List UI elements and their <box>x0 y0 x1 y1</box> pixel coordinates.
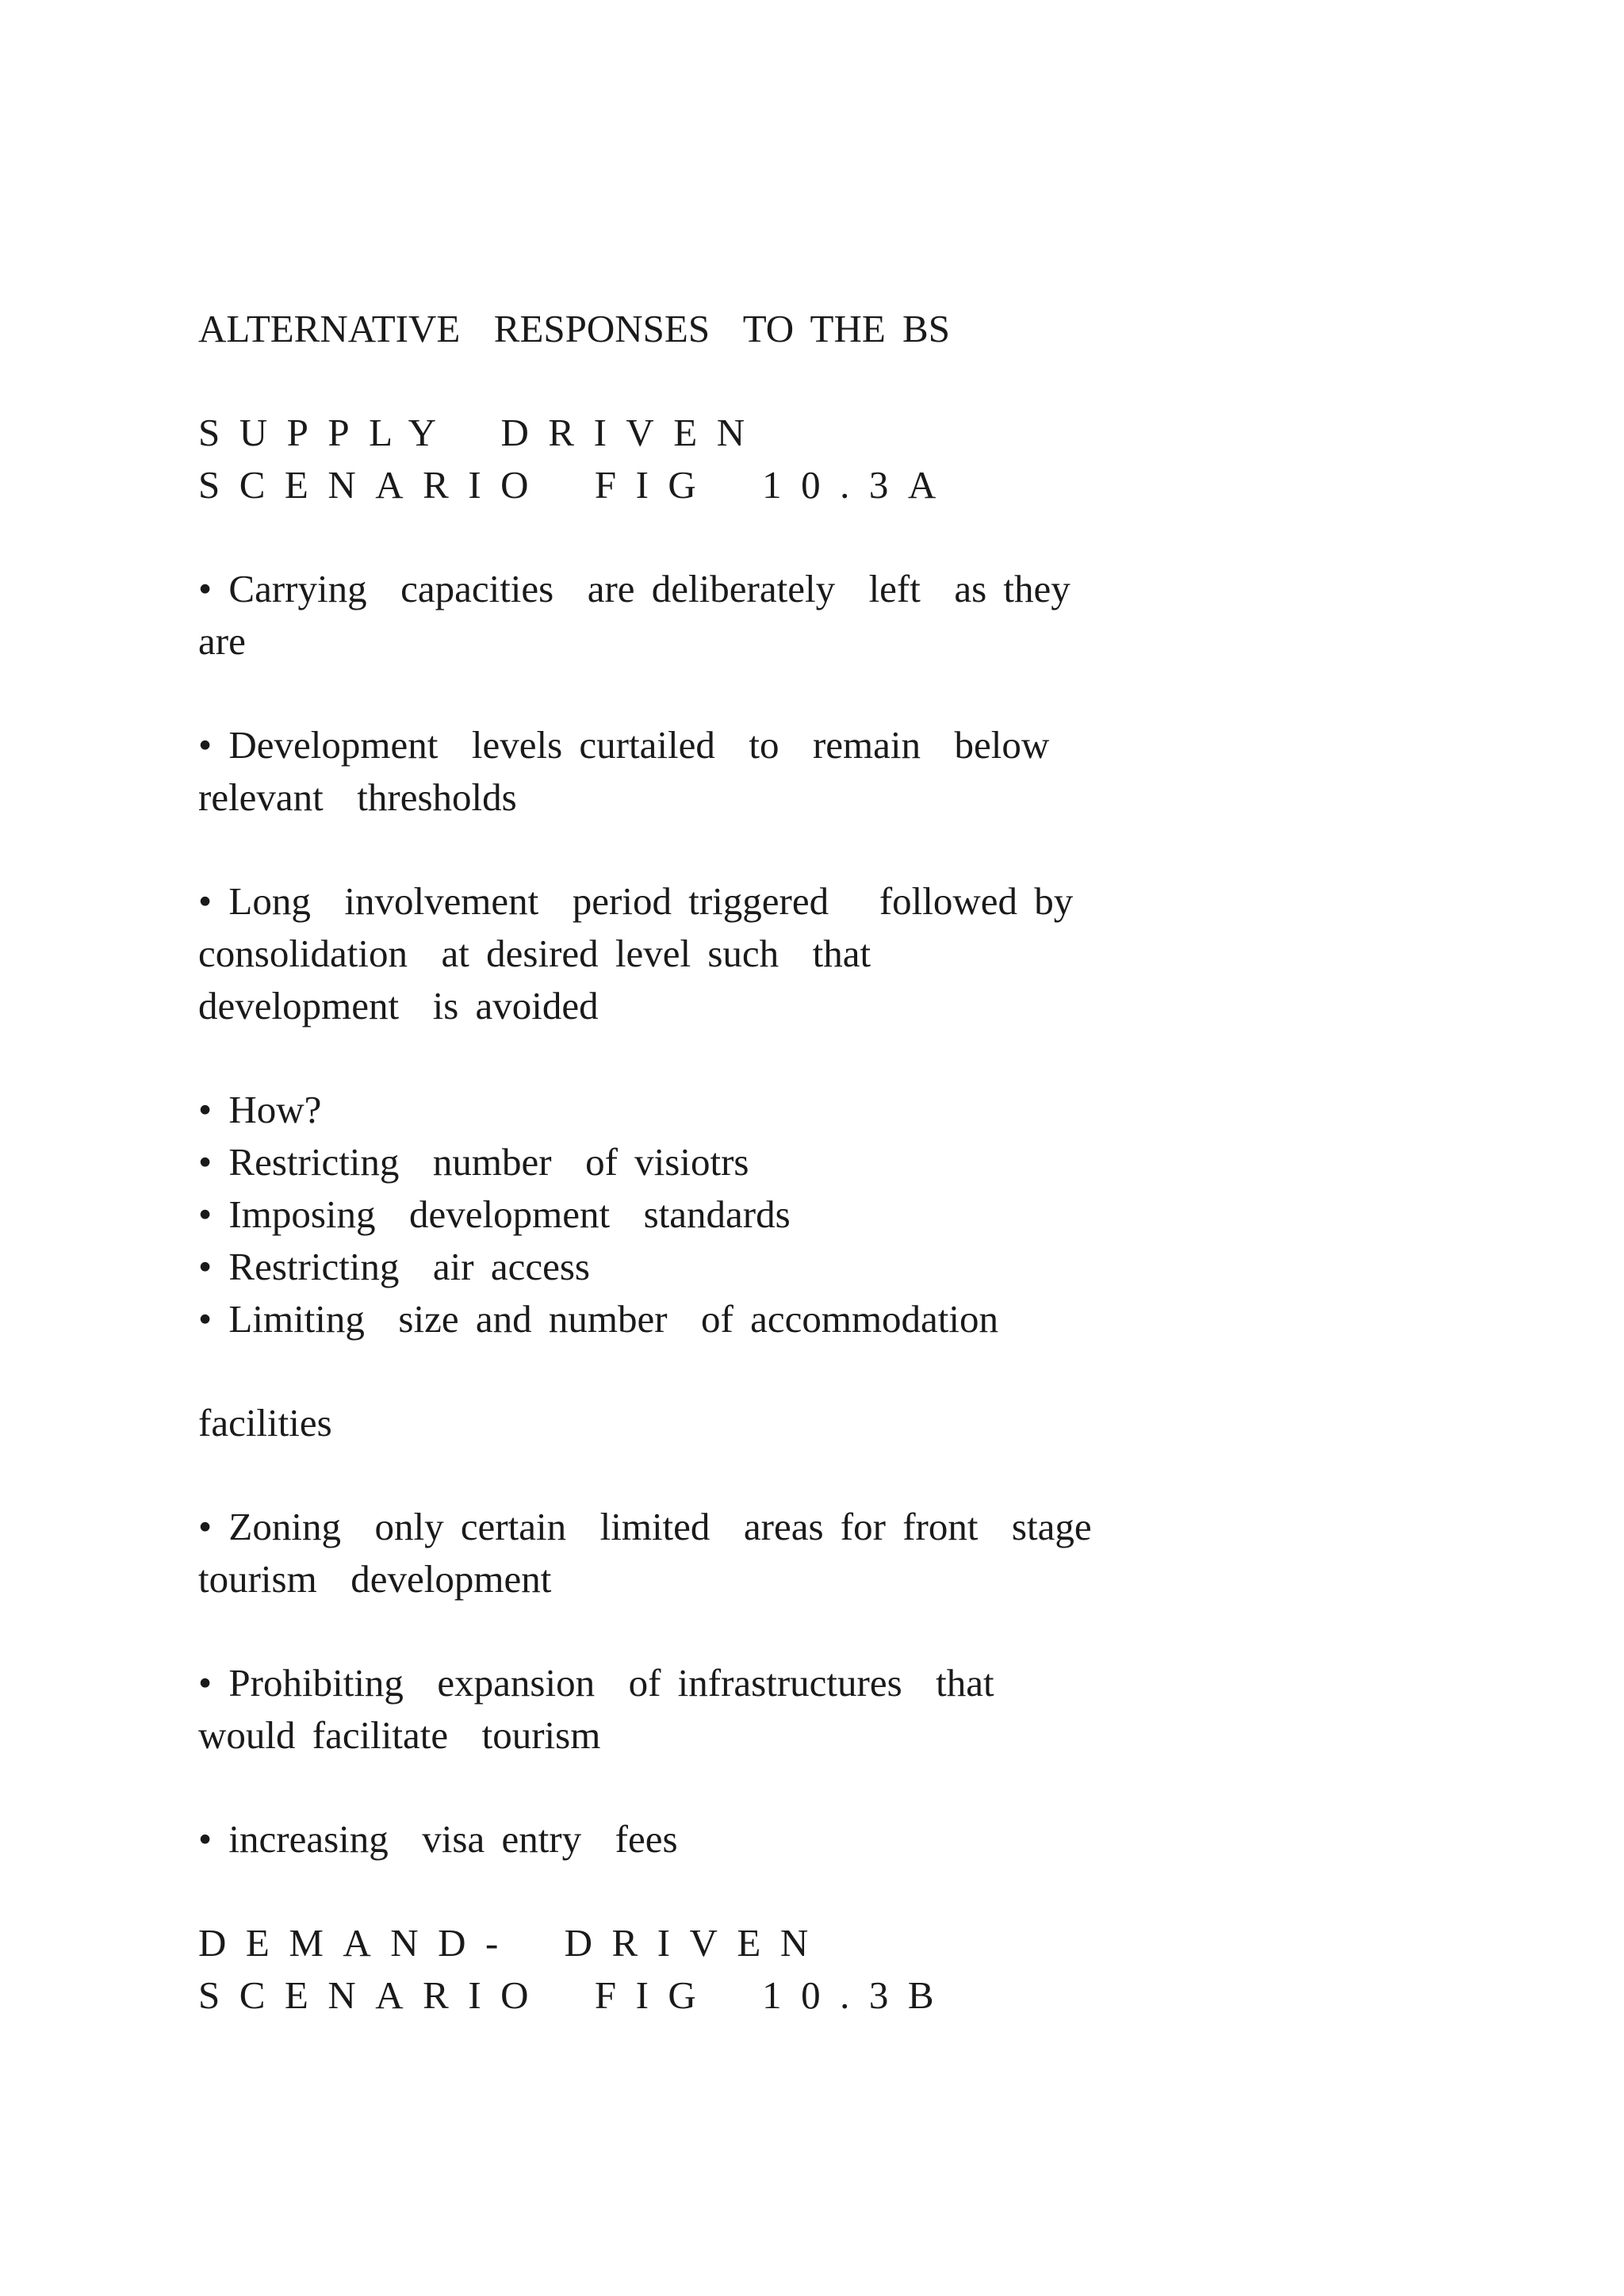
text-line: facilities <box>198 1401 332 1445</box>
text-line: development is avoided <box>198 984 599 1027</box>
demand-driven-heading <box>198 1917 1507 2022</box>
heading-line: SUPPLY DRIVEN <box>198 411 764 454</box>
heading-line: SCENARIO FIG 10.3B <box>198 1973 954 2017</box>
text-line: • Prohibiting expansion of infrastructures that <box>198 1661 994 1705</box>
how-list <box>198 1084 1507 1345</box>
text-line: are <box>198 619 246 663</box>
document-title: ALTERNATIVE RESPONSES TO THE BS <box>198 307 950 350</box>
text-line: consolidation at desired level such that <box>198 932 871 975</box>
paragraph-prohibiting <box>198 1657 1507 1762</box>
facilities-line <box>198 1397 1507 1449</box>
text-line: • Carrying capacities are deliberately left as they <box>198 567 1071 610</box>
text-line: • increasing visa entry fees <box>198 1817 678 1861</box>
text-line: • Long involvement period triggered followed by <box>198 879 1074 923</box>
paragraph-long-involvement <box>198 875 1507 1032</box>
list-item: • How? <box>198 1088 322 1131</box>
paragraph-visa-fees <box>198 1813 1507 1866</box>
text-line: tourism development <box>198 1557 552 1601</box>
text-line: relevant thresholds <box>198 775 517 819</box>
paragraph-carrying-capacities <box>198 563 1507 668</box>
list-item: • Imposing development standards <box>198 1192 791 1236</box>
heading-line: SCENARIO FIG 10.3A <box>198 463 956 507</box>
text-line: • Development levels curtailed to remain below <box>198 723 1050 767</box>
text-line: • Zoning only certain limited areas for front stage <box>198 1505 1092 1548</box>
document-page <box>198 303 1507 2022</box>
paragraph-zoning <box>198 1501 1507 1605</box>
paragraph-development-levels <box>198 719 1507 824</box>
heading-line: DEMAND- DRIVEN <box>198 1921 828 1965</box>
list-item: • Limiting size and number of accommodation <box>198 1297 999 1341</box>
list-item: • Restricting number of visiotrs <box>198 1140 749 1184</box>
text-line: would facilitate tourism <box>198 1713 601 1757</box>
supply-driven-heading <box>198 407 1507 511</box>
list-item: • Restricting air access <box>198 1245 590 1288</box>
